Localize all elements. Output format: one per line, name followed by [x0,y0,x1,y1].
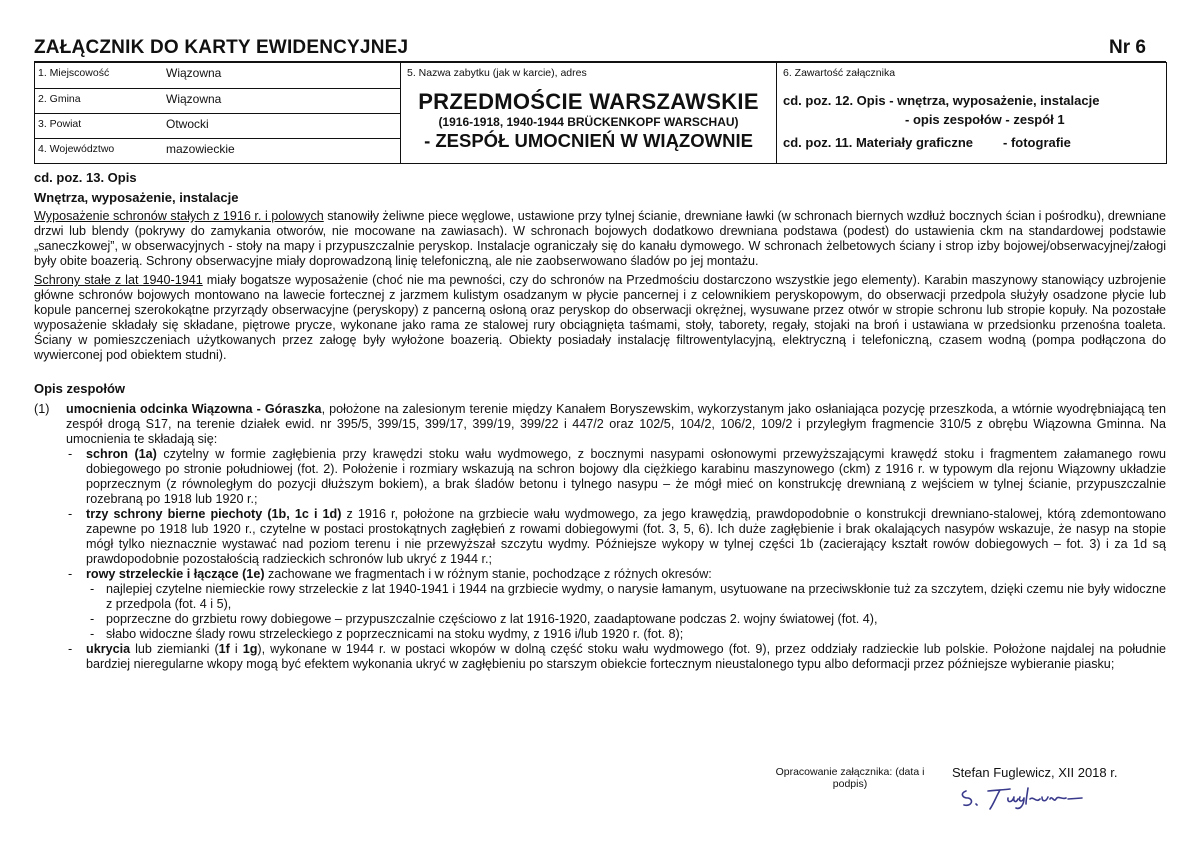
list-item-text [86,642,1166,672]
attachment-number: Nr 6 [1109,37,1146,58]
list-item-desc: z 1916 r, położone na grzbiecie wału wydmowego, za jego krawędzią, prawdopodobnie o konstrukcji drewniano-stalowej, którą zdemontowano zapewne po 1918 lub 1920 r., czytelne w postaci prostokątnych zagłębień z rowami dobiegowymi (fot. 3, 5, 6). Ich duże zagłębienie i brak okalających nasypów wskazuje, że nasyp na stopie mógł tylko nieznacznie wystawać nad poziom terenu i nie przewyższał szczytu wydmy. Późniejsze wykopy w tylnej części 1b (zacierający kształt rowów dobiegowych – fot. 3) i za 1d są prawdopodobnie pozostałością radzieckich schronów lub ukryć z 1944 r.; [86,507,1166,566]
list-item-text [86,507,1166,567]
list-item-text [86,567,1166,642]
sublist-item-text: najlepiej czytelne niemieckie rowy strzeleckie z lat 1940-1941 i 1944 na grzbiecie wydmy, o narysie łamanym, usytuowane na przeciwskłonie tuż za szczytem, dzięki czemu nie były widoczne z przedpola (fot. 4 i 5), [106,582,1166,611]
list-item-desc: ), wykonane w 1944 r. w postaci wkopów w dolną część stoku wału wydmowego (fot. 9), przez oddziały radzieckie lub polskie. Położone najdalej na południe bardziej nieregularne wkopy mogą być efektem wykonania ukryć w zagłębieniu po starszym obiekcie fortecznym nieustalonego typu albo deformacji przez późniejsze wybieranie piasku; [86,642,1166,671]
dash-bullet: - [68,507,73,521]
dash-bullet: - [68,447,73,461]
complex-item-number: (1) [34,402,50,416]
sublist-item [86,582,1166,612]
dash-bullet: - [90,612,95,626]
list-item [66,642,1166,672]
list-item-text [86,447,1166,507]
list-item-term: trzy schrony bierne piechoty (1b, 1c i 1d) [86,507,342,521]
dash-bullet: - [90,582,95,596]
sublist-item-text: słabo widoczne ślady rowu strzeleckiego z poprzecznicami na stoku wydmy, z 1916 i/lub 1920 r. (fot. 8); [106,627,684,641]
document-page [34,28,1166,672]
field-value-miejscowosc: Wiązowna [163,63,400,88]
contents-line-3a: cd. poz. 11. Materiały graficzne [783,135,974,150]
footer-label: Opracowanie załącznika: (data i podpis) [775,766,925,790]
dash-bullet: - [68,567,73,581]
complex-item-title: umocnienia odcinka Wiązowna - Góraszka [66,402,322,416]
contents-line-1: cd. poz. 12. Opis - wnętrza, wyposażenie, instalacje [783,93,1100,108]
sublist-item [86,627,1166,642]
list-item-desc: lub ziemianki ( [130,642,219,656]
list-item-term: 1f [218,642,230,656]
list-item-desc: czytelny w formie zagłębienia przy krawędzi stoku wału wydmowego, z bocznymi nasypami osłonowymi przewyższającymi krawędź stoku i fragmentem załamanego rowu dobiegowego po stronie południowej (fot. 2). Położenie i rozmiary wskazują na schron bojowy dla ciężkiego karabinu maszynowego (ckm) z 1916 r. w typowym dla rejonu Wiązowny układzie poprzecznym (z równoległym do pozycji dłuższym bokiem), a brak śladów betonu i tylnego nasypu – że mógł mieć on konstrukcję drewnianą z wejściem w tylnej ścianie, przypuszczalnie rozebraną po 1918 lub 1920 r.; [86,447,1166,506]
trench-sublist [86,582,1166,642]
list-item-term: rowy strzeleckie i łączące (1e) [86,567,265,581]
contents-line-3b: - fotografie [1003,135,1071,150]
field-value-wojewodztwo: mazowieckie [166,141,235,156]
complex-item-body [66,402,1166,672]
field-label-gmina: 2. Gmina [35,88,163,113]
list-item [66,447,1166,507]
list-item-term: schron (1a) [86,447,157,461]
field-value-powiat: Otwocki [163,113,400,138]
list-item [66,567,1166,642]
complex-item-intro [66,402,1166,447]
paragraph-1916 [34,209,1166,269]
list-item-desc: zachowane we fragmentach i w różnym stanie, pochodzące z różnych okresów: [264,567,712,581]
complex-elements-list [66,447,1166,672]
list-item [66,507,1166,567]
list-item-term: ukrycia [86,642,131,656]
monument-dates: (1916-1918, 1940-1944 BRÜCKENKOPF WARSCHAU) [438,115,739,129]
monument-name: PRZEDMOŚCIE WARSZAWSKIE [418,89,759,114]
paragraph-1940-lead: Schrony stałe z lat 1940-1941 [34,273,203,287]
field-label-powiat: 3. Powiat [35,113,163,138]
field-value-gmina: Wiązowna [163,88,400,113]
signature-image [958,785,1108,811]
contents-line-3 [783,135,1160,150]
document-title: ZAŁĄCZNIK DO KARTY EWIDENCYJNEJ [34,37,409,58]
monument-complex: - ZESPÓŁ UMOCNIEŃ W WIĄZOWNIE [424,130,753,151]
metadata-table [34,62,1167,164]
section-heading-zespoly: Opis zespołów [34,381,126,396]
paragraph-1916-lead: Wyposażenie schronów stałych z 1916 r. i polowych [34,209,324,223]
field-label-miejscowosc: 1. Miejscowość [35,63,163,88]
list-item-desc: i [229,642,243,656]
dash-bullet: - [68,642,73,656]
list-item-term: 1g [242,642,258,656]
paragraph-1940 [34,273,1166,363]
complex-item-text: , położone na zalesionym terenie między Kanałem Boryszewskim, wykorzystanym jako osłaniająca pozycję przeszkoda, a wtórnie wyodrębniającą ten zespół drogą S17, na terenie działek ewid. nr 395/5, 399/15, 399/17, 399/19, 399/22 i 447/2 oraz 102/5, 104/2, 106/2, 109/2 i przyległym fragmencie 310/5 z obrębu Wiązowna Gminna. Na umocnienia te składają się: [66,402,1166,446]
monument-cell [401,63,777,164]
complex-item-1 [34,402,1166,672]
contents-line-2: - opis zespołów - zespół 1 [905,112,1065,127]
footer-author: Stefan Fuglewicz, XII 2018 r. [952,765,1118,780]
dash-bullet: - [90,627,95,641]
section-heading-opis: cd. poz. 13. Opis [34,170,137,185]
location-fields [35,63,400,163]
sublist-item [86,612,1166,627]
contents-cell [777,63,1167,164]
contents-label: 6. Zawartość załącznika [783,67,896,79]
paragraph-1940-text: miały bogatsze wyposażenie (choć nie ma pewności, czy do schronów na Przedmościu dostarczono wszystkie jego elementy). Karabin maszynowy stanowiący uzbrojenie główne schronów bojowych montowano na lawecie fortecznej z jarzmem kulistym osadzanym w płycie pancernej i z celownikiem peryskopowym, do obserwacji przedpola służyły osadzone płycie lub kopule pancernej szerokokątne przyrządy obserwacyjne (peryskopy) z pancerną osłoną oraz peryskop do obserwacji okrężnej, wysuwane przez otwór w stropie schronu lub stropie kopuły. Na pozostałe wyposażenie składały się składane, piętrowe prycze, wykonane jako rama ze stalowej rury obciągnięta taśmami, stoły, taborety, regały, stojaki na broń i ustawiana w przedsionku przenośna toaleta. Ściany w pomieszczeniach użytkowanych przez załogę były wyłożone boazerią. Obiekty posiadały instalację filtrowentylacyjną, elektryczną i telefoniczną, czasem wodną (pompa podłączona do wywierconej pod obiektem studni). [34,273,1166,362]
section-heading-wnetrza: Wnętrza, wyposażenie, instalacje [34,190,239,205]
sublist-item-text: poprzeczne do grzbietu rowy dobiegowe – przypuszczalnie częściowo z lat 1916-1920, zaadaptowane podczas 2. wojny światowej (fot. 4), [106,612,878,626]
paragraph-1916-text: stanowiły żeliwne piece węglowe, ustawione przy tylnej ścianie, drewniane ławki (w schronach biernych wzdłuż bocznych ścian i pośrodku), drewniane drzwi lub blendy (pokrywy do zamykania otworów, nie mocowane na zawiasach). W schronach bojowych dodatkowo drewniana podstawa (podest) do ustawienia ckm na standardowej podstawie „saneczkowej”, w obserwacyjnych - stoły na mapy i przypuszczalnie peryskop. Instalacje ograniczały się do kanału dymowego. W schronach żelbetowych ściany i strop izby bojowej/obserwacyjnej/załogi były obite boazerią. Schrony obserwacyjne miały doprowadzoną linię telefoniczną, ale nie zaobserwowano śladów po jej montażu. [34,209,1167,268]
monument-label: 5. Nazwa zabytku (jak w karcie), adres [407,67,587,79]
document-body [34,170,1166,672]
field-label-wojewodztwo: 4. Województwo [38,142,115,155]
document-header [34,28,1166,62]
